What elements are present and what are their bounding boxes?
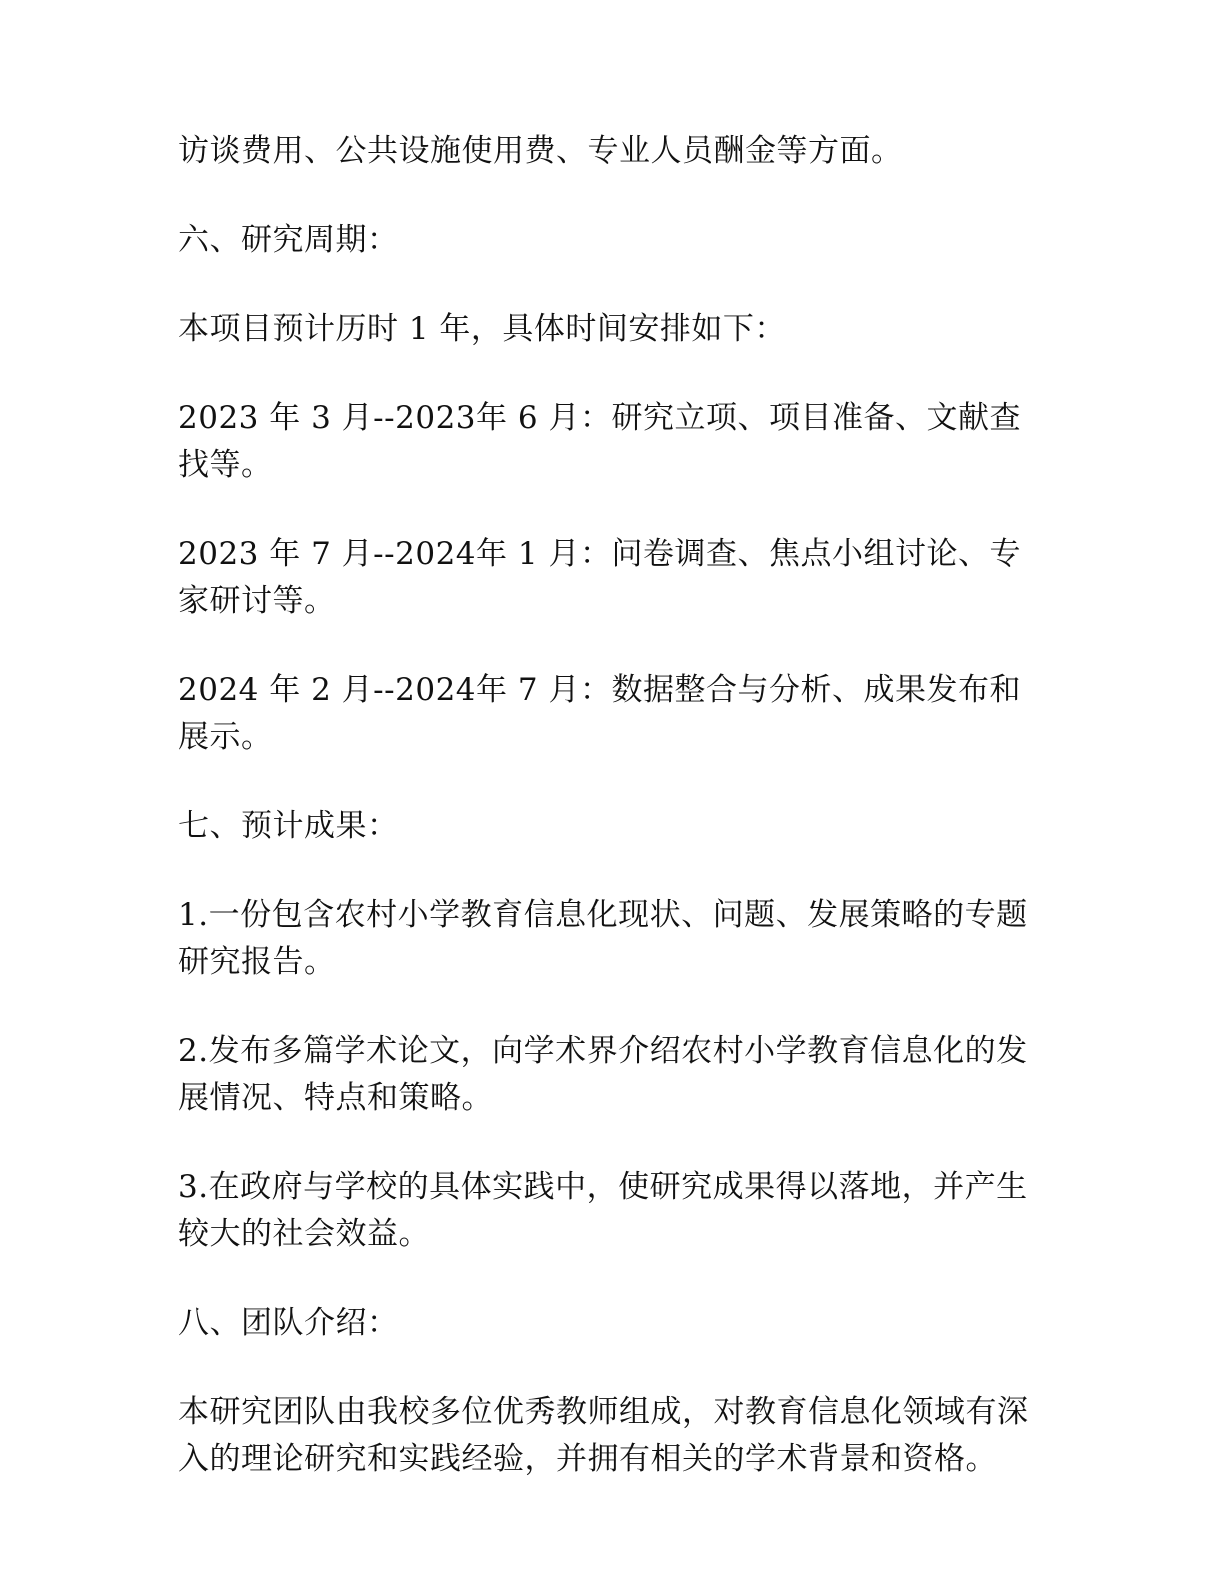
paragraph-period-overview: 本项目预计历时 1 年，具体时间安排如下： [178, 311, 786, 347]
paragraph-team-description: 本研究团队由我校多位优秀教师组成，对教育信息化领域有深入的理论研究和实践经验，并拥有相关的学术背景和资格。 [178, 1394, 1029, 1477]
document-body [178, 128, 1044, 1525]
paragraph-result-3: 3.在政府与学校的具体实践中，使研究成果得以落地，并产生较大的社会效益。 [178, 1169, 1028, 1252]
paragraph-schedule-phase-1: 2023 年 3 月--2023年 6 月：研究立项、项目准备、文献查找等。 [178, 400, 1021, 483]
paragraph-schedule-phase-2: 2023 年 7 月--2024年 1 月：问卷调查、焦点小组讨论、专家研讨等。 [178, 536, 1021, 619]
paragraph-result-2: 2.发布多篇学术论文，向学术界介绍农村小学教育信息化的发展情况、特点和策略。 [178, 1033, 1028, 1116]
paragraph-result-1: 1.一份包含农村小学教育信息化现状、问题、发展策略的专题研究报告。 [178, 897, 1028, 980]
section-heading-expected-results: 七、预计成果： [178, 808, 399, 844]
paragraph-schedule-phase-3: 2024 年 2 月--2024年 7 月：数据整合与分析、成果发布和展示。 [178, 672, 1021, 755]
section-heading-team: 八、团队介绍： [178, 1305, 399, 1341]
section-heading-research-period: 六、研究周期： [178, 222, 399, 258]
paragraph-budget-continuation: 访谈费用、公共设施使用费、专业人员酬金等方面。 [178, 133, 903, 169]
